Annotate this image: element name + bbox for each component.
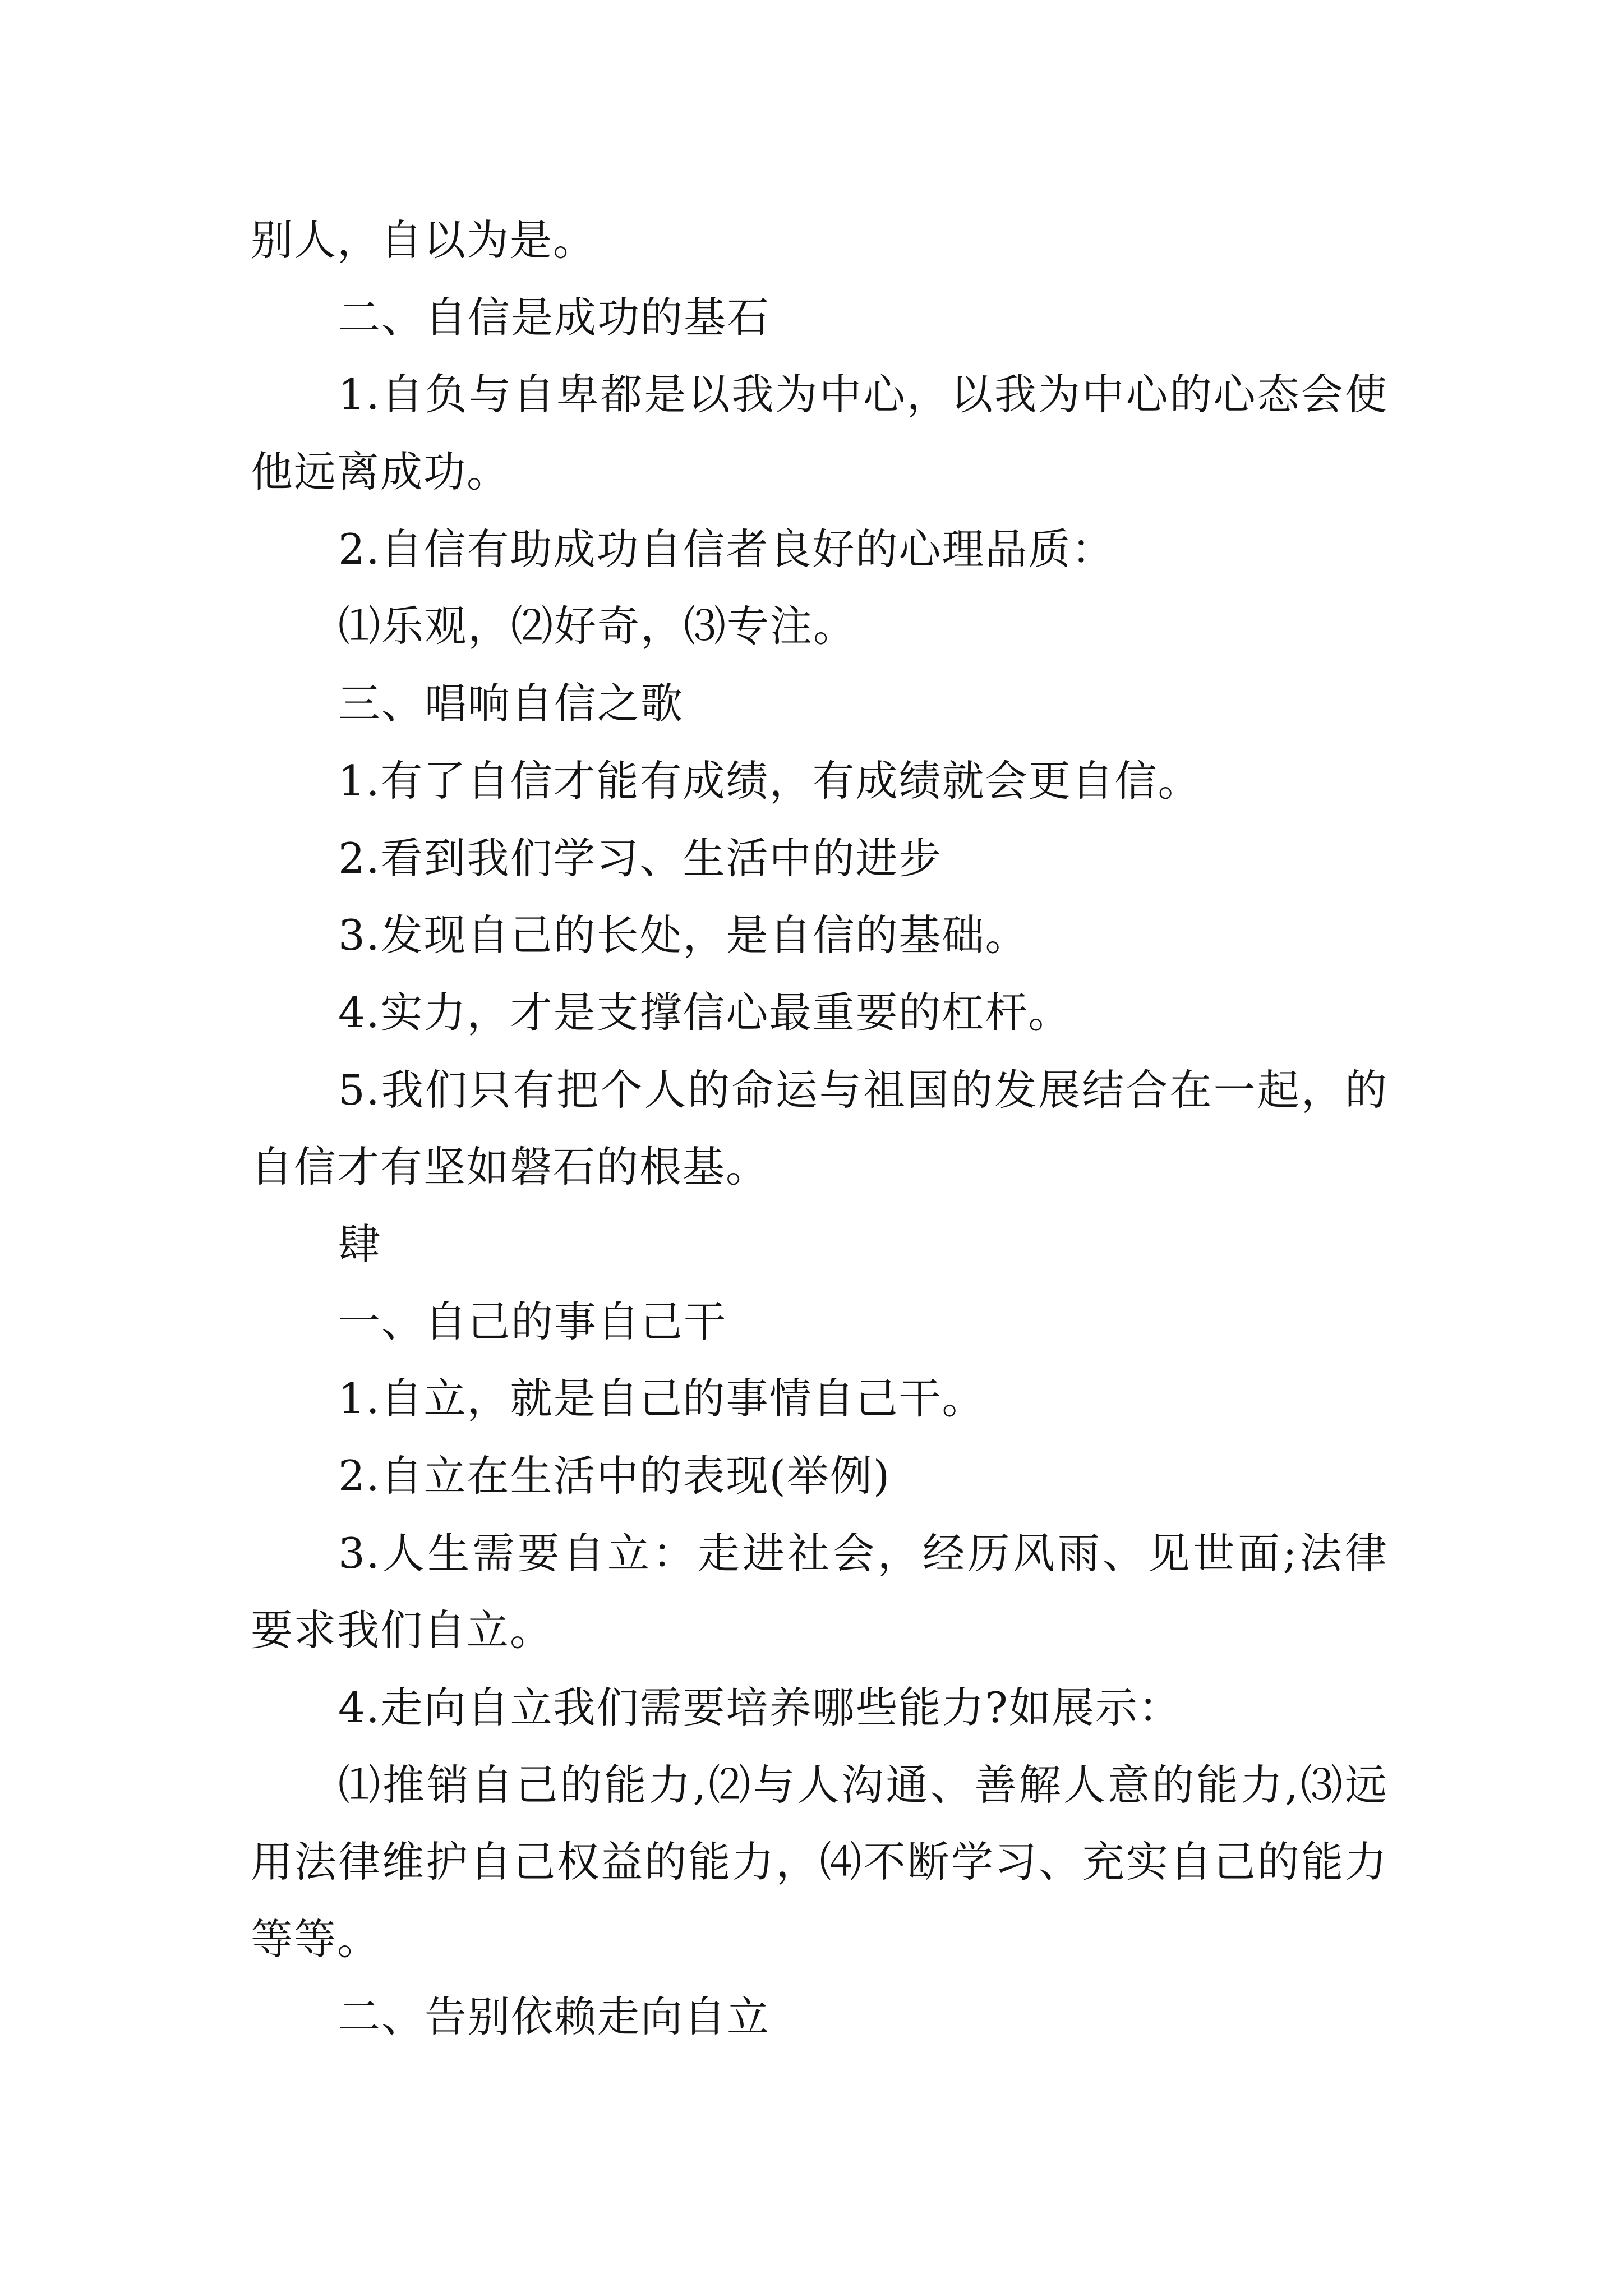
paragraph [251, 1360, 1388, 1438]
text-line: 5.我们只有把个人的命运与祖国的发展结合在一起，的 [338, 1065, 1388, 1115]
paragraph [251, 1747, 1388, 1978]
text-line: 4.走向自立我们需要培养哪些能力?如展示： [338, 1683, 1182, 1733]
paragraph [251, 974, 1388, 1052]
text-line: 等等。 [251, 1915, 381, 1964]
paragraph [251, 1669, 1388, 1747]
heading-line: 一、自己的事自己干 [338, 1296, 727, 1346]
paragraph [251, 743, 1388, 820]
paragraph [251, 1438, 1388, 1515]
text-line: 3.人生需要自立：走进社会，经历风雨、见世面;法律 [338, 1528, 1388, 1578]
text-line: 2.自信有助成功自信者良好的心理品质： [338, 524, 1115, 574]
heading-line: 三、唱响自信之歌 [338, 679, 684, 729]
paragraph [251, 356, 1388, 510]
text-line: 他远离成功。 [251, 447, 510, 497]
text-line: 2.看到我们学习、生活中的进步 [338, 833, 942, 883]
text-line: 4.实力，才是支撑信心最重要的杠杆。 [338, 987, 1072, 1037]
section-heading [251, 1978, 1388, 2056]
heading-line: 肆 [338, 1219, 382, 1269]
text-line: 3.发现自己的长处，是自信的基础。 [338, 910, 1029, 960]
paragraph [251, 897, 1388, 974]
heading-line: 二、告别依赖走向自立 [338, 1991, 771, 2041]
paragraph [251, 511, 1388, 588]
text-line: ⑴乐观，⑵好奇，⑶专注。 [338, 601, 857, 651]
paragraph [251, 1052, 1388, 1206]
paragraph [251, 588, 1388, 665]
section-heading [251, 665, 1388, 743]
text-line: 要求我们自立。 [251, 1605, 554, 1655]
document-body [251, 202, 1388, 2056]
text-line: 自信才有坚如磐石的根基。 [251, 1142, 769, 1192]
text-line: 用法律维护自己权益的能力，⑷不断学习、充实自己的能力 [251, 1837, 1388, 1887]
paragraph [251, 820, 1388, 898]
text-line: 1.自负与自卑都是以我为中心，以我为中心的心态会使 [338, 370, 1388, 420]
text-line: 别人，自以为是。 [251, 215, 597, 265]
heading-line: 二、自信是成功的基石 [338, 292, 771, 342]
text-line: ⑴推销自己的能力,⑵与人沟通、善解人意的能力,⑶远 [338, 1760, 1388, 1810]
paragraph [251, 1515, 1388, 1669]
text-line: 1.有了自信才能有成绩，有成绩就会更自信。 [338, 756, 1201, 806]
paragraph [251, 202, 1388, 279]
section-heading [251, 279, 1388, 357]
chapter-heading [251, 1206, 1388, 1283]
text-line: 2.自立在生活中的表现(举例) [338, 1451, 891, 1501]
text-line: 1.自立，就是自己的事情自己干。 [338, 1374, 985, 1424]
section-heading [251, 1283, 1388, 1361]
